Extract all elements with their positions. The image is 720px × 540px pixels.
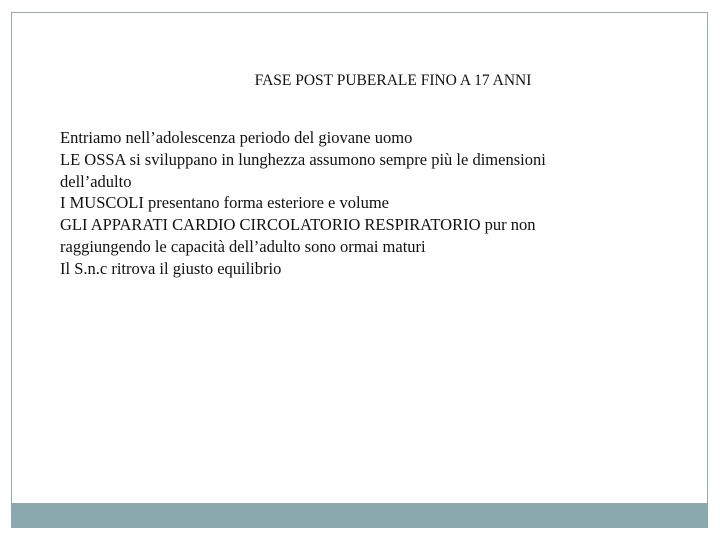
body-line: Entriamo nell’adolescenza periodo del giovane uomo xyxy=(60,128,413,147)
slide-title: FASE POST PUBERALE FINO A 17 ANNI xyxy=(254,72,532,89)
body-line: dell’adulto xyxy=(60,171,132,191)
body-line: LE OSSA si sviluppano in lunghezza assumono sempre più le dimensioni xyxy=(60,149,546,169)
slide-body xyxy=(60,127,670,280)
body-line: raggiungendo le capacità dell’adulto sono ormai maturi xyxy=(60,236,426,256)
body-line: GLI APPARATI CARDIO CIRCOLATORIO RESPIRATORIO pur non xyxy=(60,215,536,235)
body-line: Il S.n.c ritrova il giusto equilibrio xyxy=(60,258,282,278)
footer-bar xyxy=(11,503,708,528)
body-line: I MUSCOLI presentano forma esteriore e volume xyxy=(60,193,389,213)
